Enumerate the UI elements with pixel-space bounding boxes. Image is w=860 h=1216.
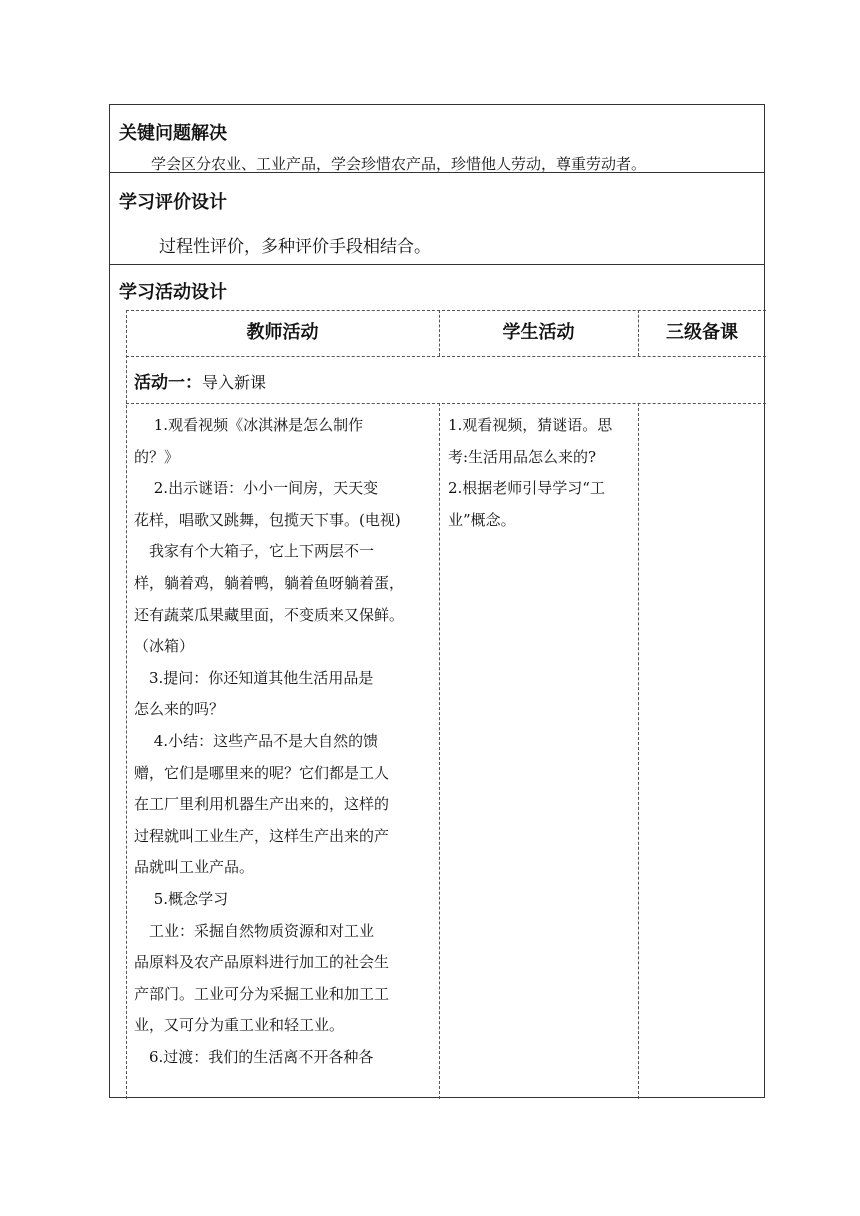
header-teacher-activity: 教师活动: [246, 322, 319, 343]
text-line: 品就叫工业产品。: [134, 858, 255, 877]
activity-design-title: 学习活动设计: [119, 282, 227, 303]
grid-line: [439, 403, 440, 1099]
text-line: 6.过渡：我们的生活离不开各种各: [134, 1047, 374, 1066]
text-line: 怎么来的吗？: [134, 700, 225, 719]
grid-line: [126, 403, 766, 404]
text-line: 在工厂里利用机器生产出来的，这样的: [134, 795, 390, 814]
text-line: 业，又可分为重工业和轻工业。: [134, 1016, 345, 1035]
text-line: 2.出示谜语：小小一间房，天天变: [134, 479, 379, 498]
grid-line: [638, 403, 639, 1099]
text-line: 1.观看视频，猜谜语。思: [448, 416, 613, 434]
key-problem-title: 关键问题解决: [119, 123, 227, 144]
divider: [110, 172, 764, 173]
text-line: 业”概念。: [448, 510, 516, 529]
activity-one-name: 导入新课: [202, 373, 267, 392]
text-line: 样，躺着鸡，躺着鸭，躺着鱼呀躺着蛋，: [134, 573, 405, 592]
text-line: （冰箱）: [134, 637, 195, 656]
text-line: 5.概念学习: [134, 889, 229, 908]
text-line: 4.小结：这些产品不是大自然的馈: [134, 731, 379, 750]
text-line: 产部门。工业可分为采掘工业和加工工: [134, 984, 390, 1003]
activity-table: [126, 310, 766, 1099]
text-line: 花样，唱歌又跳舞，包揽天下事。(电视): [134, 510, 401, 529]
text-line: 赠，它们是哪里来的呢？它们都是工人: [134, 763, 390, 782]
text-line: 我家有个大箱子，它上下两层不一: [134, 542, 375, 561]
teacher-activity-cell: [134, 410, 436, 1073]
text-line: 品原料及农产品原料进行加工的社会生: [134, 953, 390, 972]
key-problem-text: 学会区分农业、工业产品，学会珍惜农产品，珍惜他人劳动，尊重劳动者。: [151, 155, 647, 173]
lesson-plan-table: [109, 104, 765, 1098]
activity-one-row: [134, 368, 266, 393]
activity-one-label: 活动一：: [134, 373, 202, 393]
text-line: 工业：采掘自然物质资源和对工业: [134, 921, 375, 940]
student-activity-cell: [448, 410, 636, 536]
grid-line: [126, 356, 766, 357]
text-line: 1.观看视频《冰淇淋是怎么制作: [134, 416, 364, 434]
text-line: 过程就叫工业生产，这样生产出来的产: [134, 826, 390, 845]
text-line: 考:生活用品怎么来的?: [448, 447, 597, 466]
header-student-activity: 学生活动: [502, 322, 575, 343]
evaluation-title: 学习评价设计: [119, 192, 227, 213]
text-line: 还有蔬菜瓜果藏里面，不变质来又保鲜。: [134, 605, 405, 624]
grid-line: [126, 310, 127, 1099]
text-line: 的？》: [134, 447, 180, 466]
header-third-level-prep: 三级备课: [666, 322, 738, 343]
divider: [110, 264, 764, 265]
evaluation-text: 过程性评价，多种评价手段相结合。: [159, 237, 431, 257]
text-line: 3.提问：你还知道其他生活用品是: [134, 668, 374, 687]
text-line: 2.根据老师引导学习“工: [448, 479, 605, 498]
